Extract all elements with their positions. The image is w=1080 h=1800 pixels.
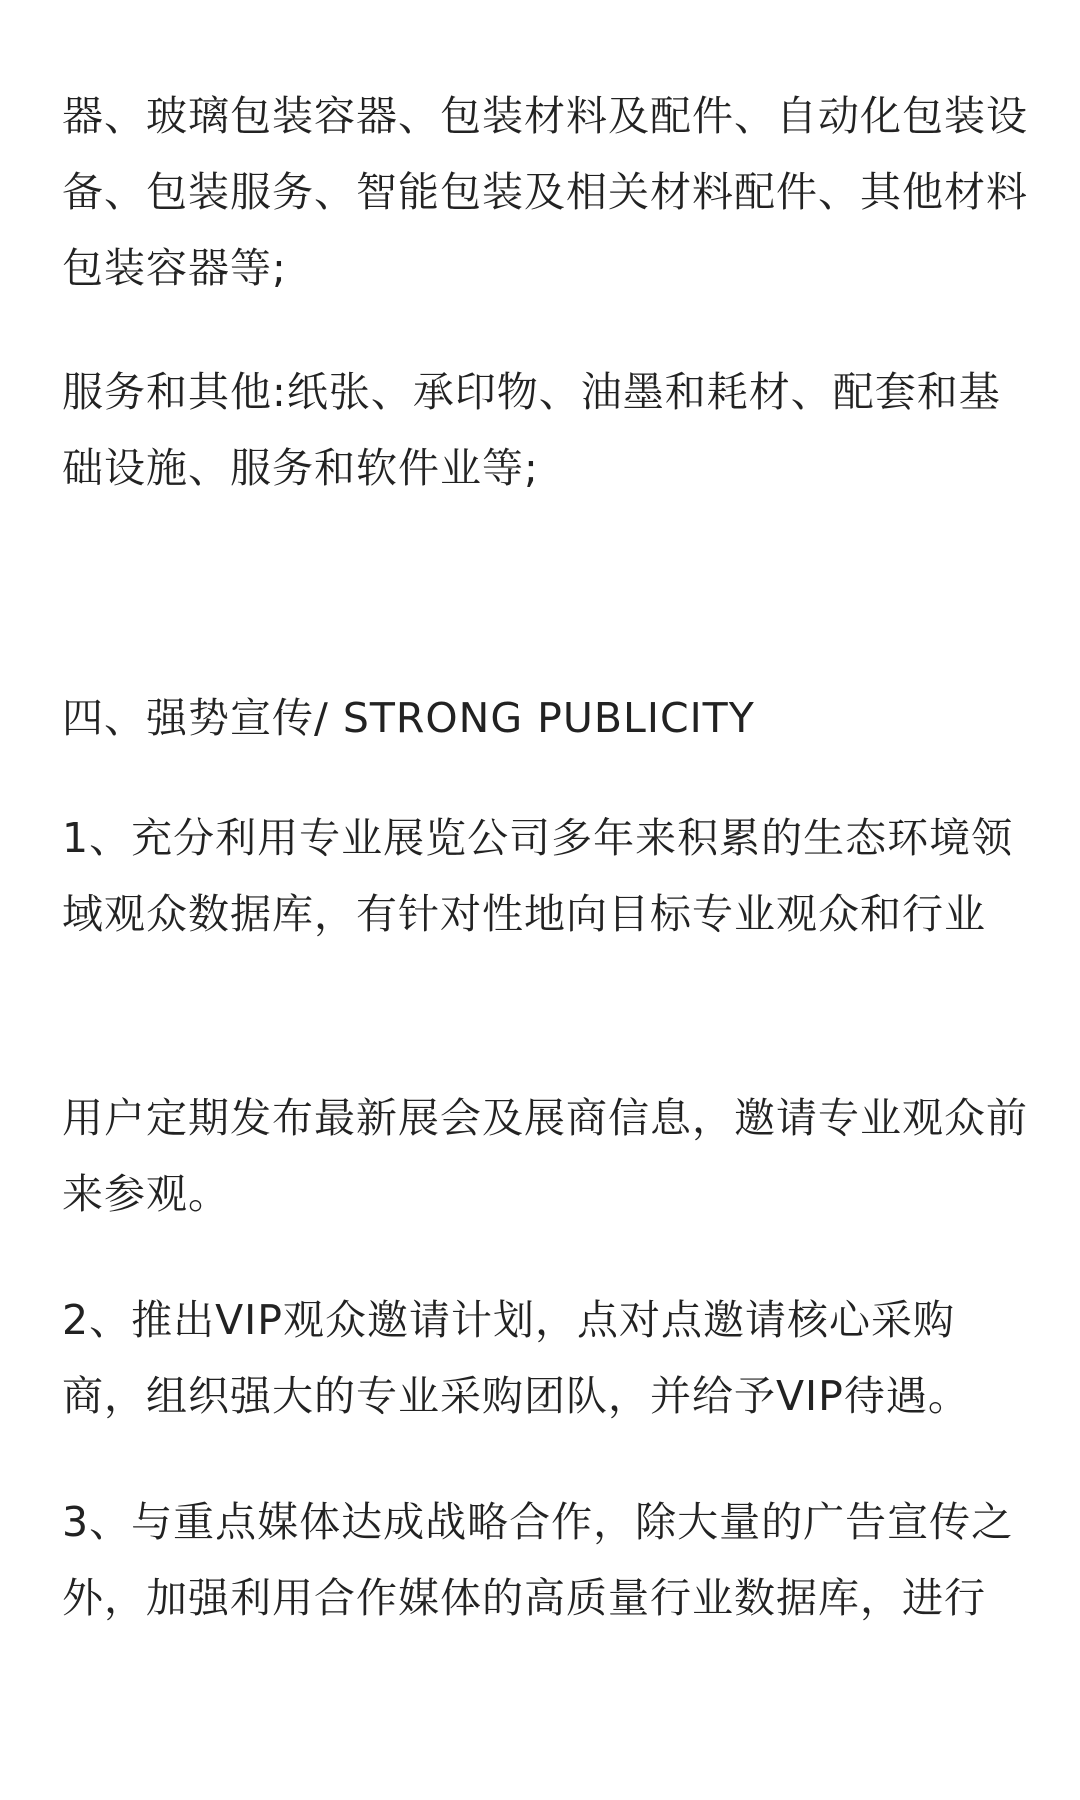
paragraph-item-3: 3、与重点媒体达成战略合作，除大量的广告宣传之外，加强利用合作媒体的高质量行业数据库，进行 [62,1498,1014,1622]
paragraph-item-2: 2、推出VIP观众邀请计划，点对点邀请核心采购商，组织强大的专业采购团队，并给予VIP待遇。 [62,1296,970,1420]
paragraph-packaging-categories: 器、玻璃包装容器、包装材料及配件、自动化包装设备、包装服务、智能包装及相关材料配件、其他材料包装容器等; [62,92,1028,292]
paragraph-services-other: 服务和其他:纸张、承印物、油墨和耗材、配套和基础设施、服务和软件业等; [62,368,1001,492]
paragraph-item-1-continued: 用户定期发布最新展会及展商信息，邀请专业观众前来参观。 [62,1094,1028,1218]
paragraph-item-1: 1、充分利用专业展览公司多年来积累的生态环境领域观众数据库，有针对性地向目标专业观众和行业 [62,814,1014,938]
section-heading-strong-publicity: 四、强势宣传/ STRONG PUBLICITY [62,694,755,742]
